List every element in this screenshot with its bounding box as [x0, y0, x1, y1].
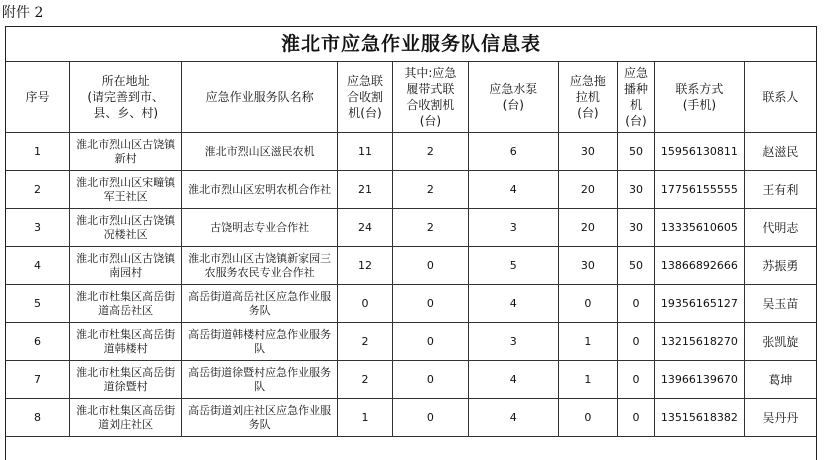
cell-contact: 吴丹丹 — [744, 399, 816, 437]
cell-seq: 8 — [6, 399, 69, 437]
header-contact: 联系人 — [744, 62, 816, 133]
cell-pump: 4 — [468, 361, 558, 399]
cell-tractor: 30 — [558, 133, 617, 171]
cell-address: 淮北市杜集区高岳街道徐暨村 — [69, 361, 182, 399]
header-team-name: 应急作业服务队名称 — [182, 62, 337, 133]
cell-seq: 7 — [6, 361, 69, 399]
header-address: 所在地址 (请完善到市、 县、乡、村) — [69, 62, 182, 133]
cell-tractor: 20 — [558, 209, 617, 247]
table-row — [6, 247, 816, 285]
cell-team-name: 高岳街道高岳社区应急作业服务队 — [182, 285, 337, 323]
cell-team-name: 古饶明志专业合作社 — [182, 209, 337, 247]
header-pump: 应急水泵 (台) — [468, 62, 558, 133]
cell-harvester: 24 — [337, 209, 392, 247]
cell-phone: 17756155555 — [654, 171, 744, 209]
cell-seq: 2 — [6, 171, 69, 209]
cell-crawler-harvester: 2 — [393, 171, 469, 209]
cell-phone: 13966139670 — [654, 361, 744, 399]
cell-tractor: 1 — [558, 323, 617, 361]
header-row — [6, 62, 816, 133]
cell-contact: 代明志 — [744, 209, 816, 247]
table-row — [6, 171, 816, 209]
cell-pump: 4 — [468, 285, 558, 323]
cell-seq: 3 — [6, 209, 69, 247]
cell-pump: 3 — [468, 323, 558, 361]
cell-seeder: 0 — [618, 285, 655, 323]
cell-contact: 王有利 — [744, 171, 816, 209]
cell-address: 淮北市烈山区古饶镇南园村 — [69, 247, 182, 285]
cell-address: 淮北市烈山区宋疃镇军王社区 — [69, 171, 182, 209]
cell-contact: 张凯旋 — [744, 323, 816, 361]
cell-seq: 5 — [6, 285, 69, 323]
cell-crawler-harvester: 0 — [393, 285, 469, 323]
info-table — [6, 62, 816, 437]
cell-phone: 15956130811 — [654, 133, 744, 171]
cell-seeder: 50 — [618, 247, 655, 285]
cell-seeder: 0 — [618, 399, 655, 437]
cell-seeder: 30 — [618, 209, 655, 247]
header-seeder: 应急 播种 机 (台) — [618, 62, 655, 133]
cell-tractor: 20 — [558, 171, 617, 209]
cell-contact: 葛坤 — [744, 361, 816, 399]
cell-phone: 13515618382 — [654, 399, 744, 437]
cell-crawler-harvester: 0 — [393, 361, 469, 399]
header-seq: 序号 — [6, 62, 69, 133]
cell-tractor: 30 — [558, 247, 617, 285]
cell-pump: 3 — [468, 209, 558, 247]
cell-contact: 吴玉苗 — [744, 285, 816, 323]
cell-seq: 6 — [6, 323, 69, 361]
header-crawler-harvester: 其中:应急 履带式联 合收割机 (台) — [393, 62, 469, 133]
cell-address: 淮北市杜集区高岳街道韩楼村 — [69, 323, 182, 361]
table-row — [6, 285, 816, 323]
cell-crawler-harvester: 2 — [393, 133, 469, 171]
cell-phone: 19356165127 — [654, 285, 744, 323]
cell-tractor: 0 — [558, 285, 617, 323]
cell-team-name: 高岳街道刘庄社区应急作业服务队 — [182, 399, 337, 437]
cell-seeder: 30 — [618, 171, 655, 209]
cell-harvester: 12 — [337, 247, 392, 285]
cell-crawler-harvester: 2 — [393, 209, 469, 247]
attachment-label: 附件 2 — [2, 5, 44, 21]
table-row — [6, 399, 816, 437]
cell-harvester: 0 — [337, 285, 392, 323]
cell-pump: 4 — [468, 399, 558, 437]
cell-seq: 4 — [6, 247, 69, 285]
cell-team-name: 淮北市烈山区古饶镇新家园三农服务农民专业合作社 — [182, 247, 337, 285]
cell-crawler-harvester: 0 — [393, 399, 469, 437]
cell-tractor: 0 — [558, 399, 617, 437]
cell-harvester: 1 — [337, 399, 392, 437]
cell-contact: 苏振勇 — [744, 247, 816, 285]
table-row — [6, 361, 816, 399]
cell-team-name: 淮北市烈山区滋民农机 — [182, 133, 337, 171]
cell-tractor: 1 — [558, 361, 617, 399]
cell-phone: 13335610605 — [654, 209, 744, 247]
cell-harvester: 2 — [337, 323, 392, 361]
cell-seq: 1 — [6, 133, 69, 171]
cell-address: 淮北市杜集区高岳街道刘庄社区 — [69, 399, 182, 437]
header-harvester: 应急联 合收割 机(台) — [337, 62, 392, 133]
cell-team-name: 淮北市烈山区宏明农机合作社 — [182, 171, 337, 209]
cell-address: 淮北市杜集区高岳街道高岳社区 — [69, 285, 182, 323]
cell-team-name: 高岳街道韩楼村应急作业服务队 — [182, 323, 337, 361]
cell-seeder: 0 — [618, 323, 655, 361]
cell-phone: 13866892666 — [654, 247, 744, 285]
table-row — [6, 209, 816, 247]
header-tractor: 应急拖 拉机 (台) — [558, 62, 617, 133]
cell-address: 淮北市烈山区古饶镇新村 — [69, 133, 182, 171]
cell-pump: 4 — [468, 171, 558, 209]
cell-pump: 5 — [468, 247, 558, 285]
cell-address: 淮北市烈山区古饶镇况楼社区 — [69, 209, 182, 247]
cell-pump: 6 — [468, 133, 558, 171]
cell-crawler-harvester: 0 — [393, 323, 469, 361]
table-row — [6, 323, 816, 361]
cell-harvester: 2 — [337, 361, 392, 399]
cell-contact: 赵滋民 — [744, 133, 816, 171]
table-row — [6, 133, 816, 171]
info-table-frame — [5, 26, 817, 460]
cell-seeder: 50 — [618, 133, 655, 171]
cell-crawler-harvester: 0 — [393, 247, 469, 285]
table-title: 淮北市应急作业服务队信息表 — [6, 27, 816, 62]
cell-team-name: 高岳街道徐暨村应急作业服务队 — [182, 361, 337, 399]
cell-phone: 13215618270 — [654, 323, 744, 361]
cell-seeder: 0 — [618, 361, 655, 399]
header-phone: 联系方式 (手机) — [654, 62, 744, 133]
cell-harvester: 11 — [337, 133, 392, 171]
cell-harvester: 21 — [337, 171, 392, 209]
